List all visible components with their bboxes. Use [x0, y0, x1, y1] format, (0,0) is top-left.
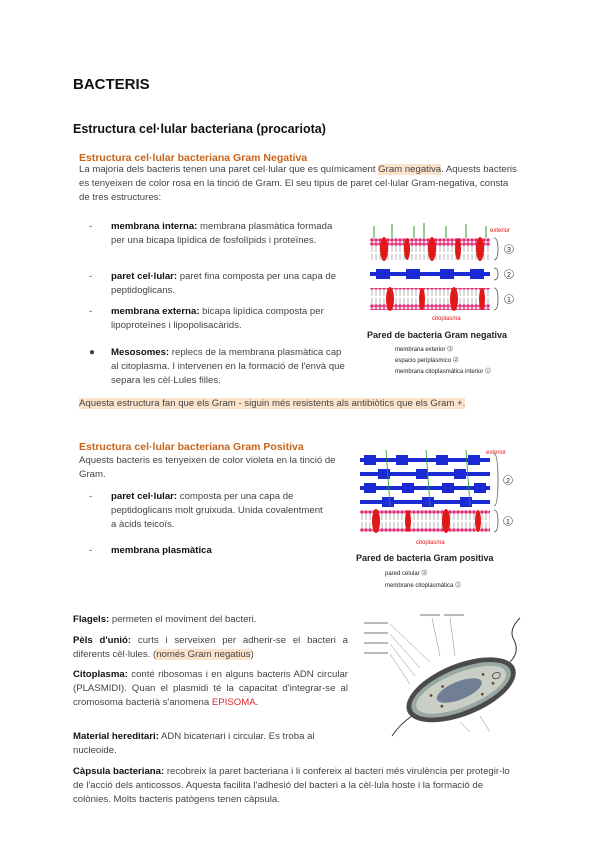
layer-numbers — [505, 245, 514, 305]
dash-bullet: - — [89, 545, 93, 556]
intro-text-end: . Aquests bacteris es tenyeixen de color rosa en la tinció de Gram. El seu tipus de paret cel·lular Gram-negativa, consta de tres estructures: — [79, 164, 517, 204]
list-item — [89, 305, 351, 333]
layer-brackets — [494, 238, 498, 310]
flagellum — [392, 716, 412, 736]
item-term: Mesosomes: — [111, 347, 170, 358]
item-text: replecs de la membrana plasmàtica cap al citoplasma. I intervenen en la formació de l'envà que separa les cèl·Lules filles. — [111, 347, 345, 387]
bacterium-illustration — [360, 612, 525, 740]
gram-negative-heading: Estructura cel·lular bacteriana Gram Negativa — [79, 152, 308, 164]
gram-positive-heading: Estructura cel·lular bacteriana Gram Positiva — [79, 441, 304, 453]
dot-bullet: ● — [89, 347, 96, 358]
peptidoglycan-layer — [370, 269, 490, 279]
dash-bullet: - — [89, 306, 93, 317]
gram-positive-intro: Aquests bacteris es tenyeixen de color violeta en la tinció de Gram. — [79, 455, 336, 481]
item-term: membrana plasmàtica — [111, 545, 212, 556]
svg-text:1: 1 — [507, 297, 511, 304]
bacterium-body — [398, 644, 525, 736]
citoplasma-label: citoplasma — [416, 540, 445, 546]
exterior-label: exterior — [486, 450, 507, 456]
page-title: BACTERIS — [73, 76, 150, 93]
legend-item: espacio periplásmico ⓶ — [395, 358, 459, 364]
dash-bullet: - — [89, 221, 93, 232]
label-lines — [460, 716, 490, 732]
layer-numbers — [504, 476, 513, 527]
svg-text:2: 2 — [506, 478, 510, 485]
item-text: paret fina composta per una capa de peptidoglicans. — [111, 271, 337, 297]
gram-negativa-highlight: Gram negativa — [378, 164, 442, 175]
item-term: membrana interna: — [111, 221, 198, 232]
gram-positive-diagram — [356, 444, 526, 554]
dash-bullet: - — [89, 271, 93, 282]
thick-peptidoglycan — [360, 455, 490, 507]
intro-text: La majoria dels bacteris tenen una paret cel·lular que es químicament — [79, 164, 379, 175]
list-item — [89, 220, 347, 248]
svg-text:1: 1 — [506, 519, 510, 526]
pels-paragraph: Pèls d'unió: curts i serveixen per adherir-se el bacteri a diferents cèl·lules. (només Gram negatius) — [73, 635, 348, 661]
capsula-paragraph: Càpsula bacteriana: recobreix la paret bacteriana i li confereix al bacteri més virulència per protegir-lo de l'acció dels anticossos. Aquesta facilita l'adhesió del bacteri a la cèl·lula hoste i la formació de colònies. Molts bacteris patògens tenen càpsula. — [73, 766, 510, 806]
item-text: bicapa lipídica composta per lipoproteïnes i lipopolisacàrids. — [111, 306, 324, 332]
item-term: membrana externa: — [111, 306, 200, 317]
list-item — [89, 490, 329, 533]
flagellum — [510, 618, 520, 662]
lps-chains — [374, 223, 486, 238]
dash-bullet: - — [89, 491, 93, 502]
svg-text:3: 3 — [507, 247, 511, 254]
legend-item: membrana citoplasmática interior ⓵ — [395, 369, 492, 375]
legend-item: membrane citoplasmática ⓵ — [385, 583, 462, 589]
list-item — [89, 270, 347, 298]
legend-item: membrana exterior ⓷ — [395, 347, 454, 353]
gram-negative-intro — [79, 163, 519, 206]
gram-positive-caption: Pared de bacteria Gram positiva — [356, 553, 494, 563]
episoma-text: EPISOMA — [211, 697, 256, 709]
citoplasma-paragraph: Citoplasma: conté ribosomas i en alguns bacteris ADN circular (PLASMIDI). Quan el plasmidi té la capacitat d'integrar-se al cromosoma bacterià s'anomena EPISOMA. — [73, 669, 348, 709]
svg-text:2: 2 — [507, 272, 511, 279]
label-stubs — [364, 614, 464, 654]
legend-item: pared celular ⓶ — [385, 571, 428, 577]
section-title: Estructura cel·lular bacteriana (procariota) — [73, 122, 326, 136]
item-term: paret cel·lular: — [111, 271, 178, 282]
material-paragraph: Material hereditari: ADN bicatenari i circular. Es troba al nucleoide. — [73, 731, 315, 757]
item-text: membrana plasmàtica formada per una bicapa lipídica de fosfolípids i proteïnes. — [111, 221, 333, 247]
item-text: composta per una capa de peptidoglicans molt gruixuda. Unida covalentment a àcids teicoïs. — [111, 491, 323, 531]
list-item — [89, 544, 329, 558]
citoplasma-label: citoplasma — [432, 316, 461, 322]
gram-negative-note — [79, 397, 465, 411]
layer-brackets — [494, 454, 498, 532]
exterior-label: exterior — [490, 228, 511, 234]
item-term: paret cel·lular: — [111, 491, 178, 502]
list-item — [89, 346, 351, 389]
note-highlight: Aquesta estructura fan que els Gram - siguin més resistents als antibiòtics que els Gram +. — [79, 398, 466, 409]
gram-negative-caption: Pared de bacteria Gram negativa — [367, 330, 508, 340]
flagels-paragraph: Flagels: permeten el moviment del bacteri. — [73, 614, 257, 625]
